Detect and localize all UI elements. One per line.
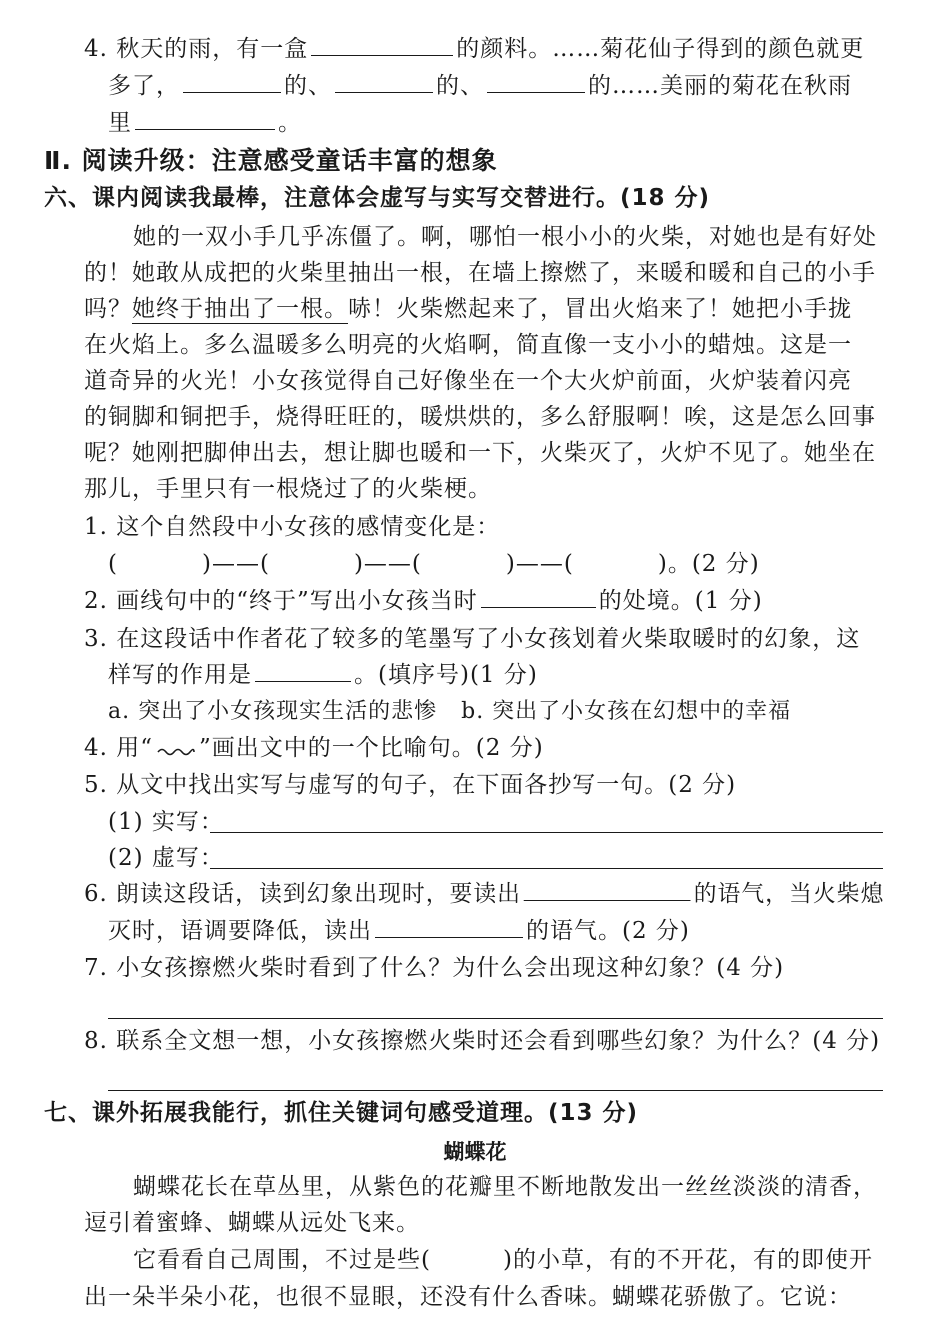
question-8: 8. 联系全文想一想，小女孩擦燃火柴时还会看到哪些幻象？为什么？(4 分) [84,1028,881,1054]
passage-line: 的！她敢从成把的火柴里抽出一根，在墙上擦燃了，来暖和暖和自己的小手 [84,260,876,286]
story-title: 蝴蝶花 [443,1140,507,1164]
part6-heading: 六、课内阅读我最棒，注意体会虚写与实写交替进行。(18 分) [44,185,711,211]
answer-blank[interactable] [524,880,691,901]
passage-line: 她的一双小手几乎冻僵了。啊，哪怕一根小小的火柴，对她也是有好处 [133,224,877,250]
answer-line[interactable] [108,1090,883,1091]
story-line: 逗引着蜜蜂、蝴蝶从远处飞来。 [84,1210,420,1236]
q4-line-1: 4. 秋天的雨，有一盒 的颜料。……菊花仙子得到的颜色就更 [84,36,865,62]
question-1-blanks: ( )——( )——( )——( )。(2 分) [108,551,760,577]
passage-line: 呢？她刚把脚伸出去，想让脚也暖和一下，火柴灭了，火炉不见了。她坐在 [84,440,876,466]
q4-line-3: 里 。 [108,110,302,136]
story-line: 它看看自己周围，不过是些( )的小草，有的不开花，有的即使开 [133,1247,873,1273]
question-2: 2. 画线句中的“终于”写出小女孩当时 的处境。(1 分) [84,588,763,614]
wavy-underline-icon [156,745,196,757]
passage-line: 的铜脚和铜把手，烧得旺旺的，暖烘烘的，多么舒服啊！唉，这是怎么回事 [84,404,876,430]
answer-blank[interactable] [487,72,585,93]
question-3-line-2: 样写的作用是 。(填序号)(1 分) [108,662,538,688]
part7-heading: 七、课外拓展我能行，抓住关键词句感受道理。(13 分) [44,1100,639,1126]
question-5-virtual: (2) 虚写： [108,845,224,871]
answer-blank[interactable] [135,109,275,130]
story-line: 出一朵半朵小花，也很不显眼，还没有什么香味。蝴蝶花骄傲了。它说： [84,1284,852,1310]
answer-blank[interactable] [311,35,453,56]
answer-line[interactable] [210,832,883,833]
passage-line: 在火焰上。多么温暖多么明亮的火焰啊，简直像一支小小的蜡烛。这是一 [84,332,852,358]
question-4: 4. 用“ ”画出文中的一个比喻句。(2 分) [84,735,544,761]
question-7: 7. 小女孩擦燃火柴时看到了什么？为什么会出现这种幻象？(4 分) [84,955,785,981]
question-6: 6. 朗读这段话，读到幻象出现时，要读出 的语气，当火柴熄 [84,881,885,907]
question-5: 5. 从文中找出实写与虚写的句子，在下面各抄写一句。(2 分) [84,772,737,798]
question-3: 3. 在这段话中作者花了较多的笔墨写了小女孩划着火柴取暖时的幻象，这 [84,626,861,652]
answer-line[interactable] [210,868,883,869]
answer-blank[interactable] [255,661,351,682]
answer-blank[interactable] [481,587,596,608]
question-5-real: (1) 实写： [108,809,224,835]
option-b[interactable]: b. 突出了小女孩在幻想中的幸福 [461,699,792,724]
section-heading: Ⅱ. 阅读升级：注意感受童话丰富的想象 [44,146,498,175]
question-6-line-2: 灭时，语调要降低，读出 的语气。(2 分) [108,918,690,944]
question-1: 1. 这个自然段中小女孩的感情变化是： [84,514,501,540]
underlined-sentence: 她终于抽出了一根。 [132,296,348,322]
passage-line: 吗？她终于抽出了一根。哧！火柴燃起来了，冒出火焰来了！她把小手拢 [84,296,852,322]
story-line: 蝴蝶花长在草丛里，从紫色的花瓣里不断地散发出一丝丝淡淡的清香， [133,1174,877,1200]
answer-blank[interactable] [375,917,523,938]
passage-line: 道奇异的火光！小女孩觉得自己好像坐在一个大火炉前面，火炉装着闪亮 [84,368,852,394]
answer-line[interactable] [108,1018,883,1019]
passage-line: 那儿，手里只有一根烧过了的火柴梗。 [84,476,492,502]
q4-line-2: 多了， 的、 的、 的……美丽的菊花在秋雨 [108,73,852,99]
answer-blank[interactable] [335,72,433,93]
option-a[interactable]: a. 突出了小女孩现实生活的悲惨 [108,699,438,724]
question-3-options [108,697,791,727]
answer-blank[interactable] [183,72,281,93]
